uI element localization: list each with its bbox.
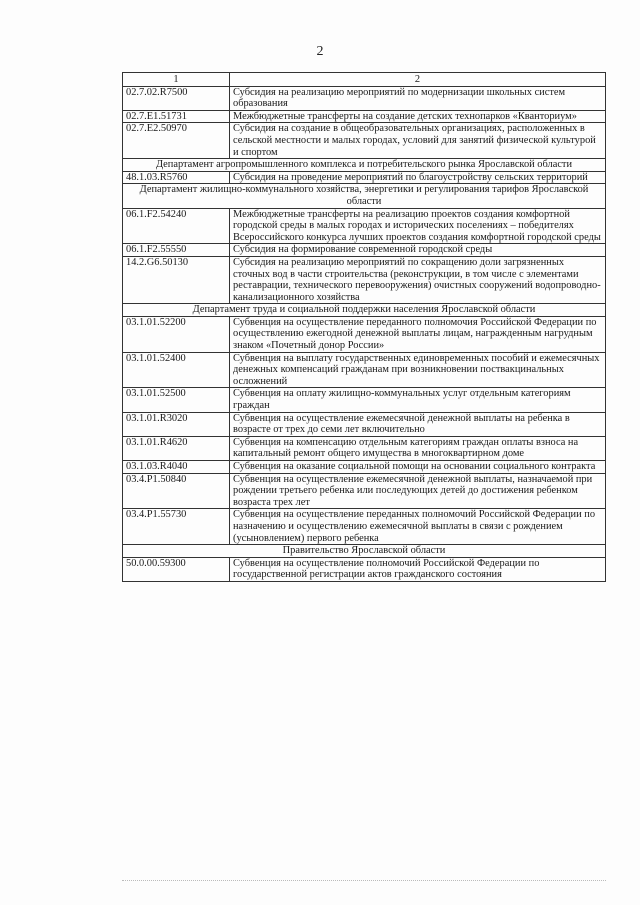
table-body [123, 86, 606, 581]
target-description: Субвенция на осуществление переданного полномочия Российской Федерации по осуществлению ежегодной денежной выплаты лицам, награжденным нагрудным знаком «Почетный донор России» [230, 316, 606, 352]
table-row [123, 388, 606, 412]
target-code: 14.2.G6.50130 [123, 256, 230, 303]
target-code: 03.4.P1.55730 [123, 509, 230, 545]
department-name: Департамент труда и социальной поддержки населения Ярославской области [123, 304, 606, 317]
target-description: Межбюджетные трансферты на реализацию проектов создания комфортной городской среды в малых городах и исторических поселениях – победителях Всероссийского конкурса лучших проектов создания комфортной городской среды [230, 208, 606, 244]
department-name: Правительство Ярославской области [123, 545, 606, 558]
column-header-description: 2 [230, 73, 606, 87]
target-description: Субвенция на компенсацию отдельным категориям граждан оплаты взноса на капитальный ремонт общего имущества в многоквартирном доме [230, 436, 606, 460]
column-header-code: 1 [123, 73, 230, 87]
target-description: Субвенция на осуществление ежемесячной денежной выплаты на ребенка в возрасте от трех до семи лет включительно [230, 412, 606, 436]
table-row [123, 110, 606, 123]
target-description: Субвенция на осуществление переданных полномочий Российской Федерации по назначению и осуществлению ежемесячной выплаты в связи с рождением (усыновлением) первого ребенка [230, 509, 606, 545]
target-code: 03.1.01.R3020 [123, 412, 230, 436]
target-description: Субвенция на осуществление ежемесячной денежной выплаты, назначаемой при рождении третьего ребенка или последующих детей до достижения ребенком возраста трех лет [230, 473, 606, 509]
budget-classification-table [122, 72, 606, 582]
table-row [123, 461, 606, 474]
table-row [123, 244, 606, 257]
table-row [123, 412, 606, 436]
table-row [123, 473, 606, 509]
department-row [123, 545, 606, 558]
table-row [123, 171, 606, 184]
table-row [123, 86, 606, 110]
target-code: 06.1.F2.54240 [123, 208, 230, 244]
page-number: 2 [316, 44, 324, 59]
target-description: Субсидия на проведение мероприятий по благоустройству сельских территорий [230, 171, 606, 184]
page-footer-line [122, 880, 606, 882]
target-description: Межбюджетные трансферты на создание детских технопарков «Кванториум» [230, 110, 606, 123]
target-description: Субсидия на формирование современной городской среды [230, 244, 606, 257]
target-description: Субвенция на осуществление полномочий Российской Федерации по государственной регистрации актов гражданского состояния [230, 557, 606, 581]
target-code: 03.4.P1.50840 [123, 473, 230, 509]
table-row [123, 509, 606, 545]
department-name: Департамент агропромышленного комплекса и потребительского рынка Ярославской области [123, 159, 606, 172]
table-row [123, 557, 606, 581]
table-row [123, 208, 606, 244]
table-row [123, 316, 606, 352]
target-code: 48.1.03.R5760 [123, 171, 230, 184]
table-row [123, 123, 606, 159]
target-code: 02.7.02.R7500 [123, 86, 230, 110]
table-row [123, 352, 606, 388]
table-row [123, 256, 606, 303]
target-code: 50.0.00.59300 [123, 557, 230, 581]
target-code: 03.1.01.52500 [123, 388, 230, 412]
target-code: 03.1.01.R4620 [123, 436, 230, 460]
table-header-row [123, 73, 606, 87]
target-code: 03.1.03.R4040 [123, 461, 230, 474]
target-description: Субвенция на выплату государственных единовременных пособий и ежемесячных денежных компенсаций гражданам при возникновении поствакцинальных осложнений [230, 352, 606, 388]
target-code: 06.1.F2.55550 [123, 244, 230, 257]
target-code: 03.1.01.52200 [123, 316, 230, 352]
department-row [123, 159, 606, 172]
department-row [123, 304, 606, 317]
target-code: 02.7.E2.50970 [123, 123, 230, 159]
target-description: Субвенция на оказание социальной помощи на основании социального контракта [230, 461, 606, 474]
target-description: Субсидия на реализацию мероприятий по модернизации школьных систем образования [230, 86, 606, 110]
target-code: 02.7.E1.51731 [123, 110, 230, 123]
table-row [123, 436, 606, 460]
target-code: 03.1.01.52400 [123, 352, 230, 388]
target-description: Субвенция на оплату жилищно-коммунальных услуг отдельным категориям граждан [230, 388, 606, 412]
department-name: Департамент жилищно-коммунального хозяйства, энергетики и регулирования тарифов Ярославской области [123, 184, 606, 208]
target-description: Субсидия на создание в общеобразовательных организациях, расположенных в сельской местности и малых городах, условий для занятий физической культурой и спортом [230, 123, 606, 159]
target-description: Субсидия на реализацию мероприятий по сокращению доли загрязненных сточных вод в части строительства (реконструкции, в том числе с элементами реставрации, технического перевооружения) очистных сооружений водопроводно-канализационного хозяйства [230, 256, 606, 303]
department-row [123, 184, 606, 208]
